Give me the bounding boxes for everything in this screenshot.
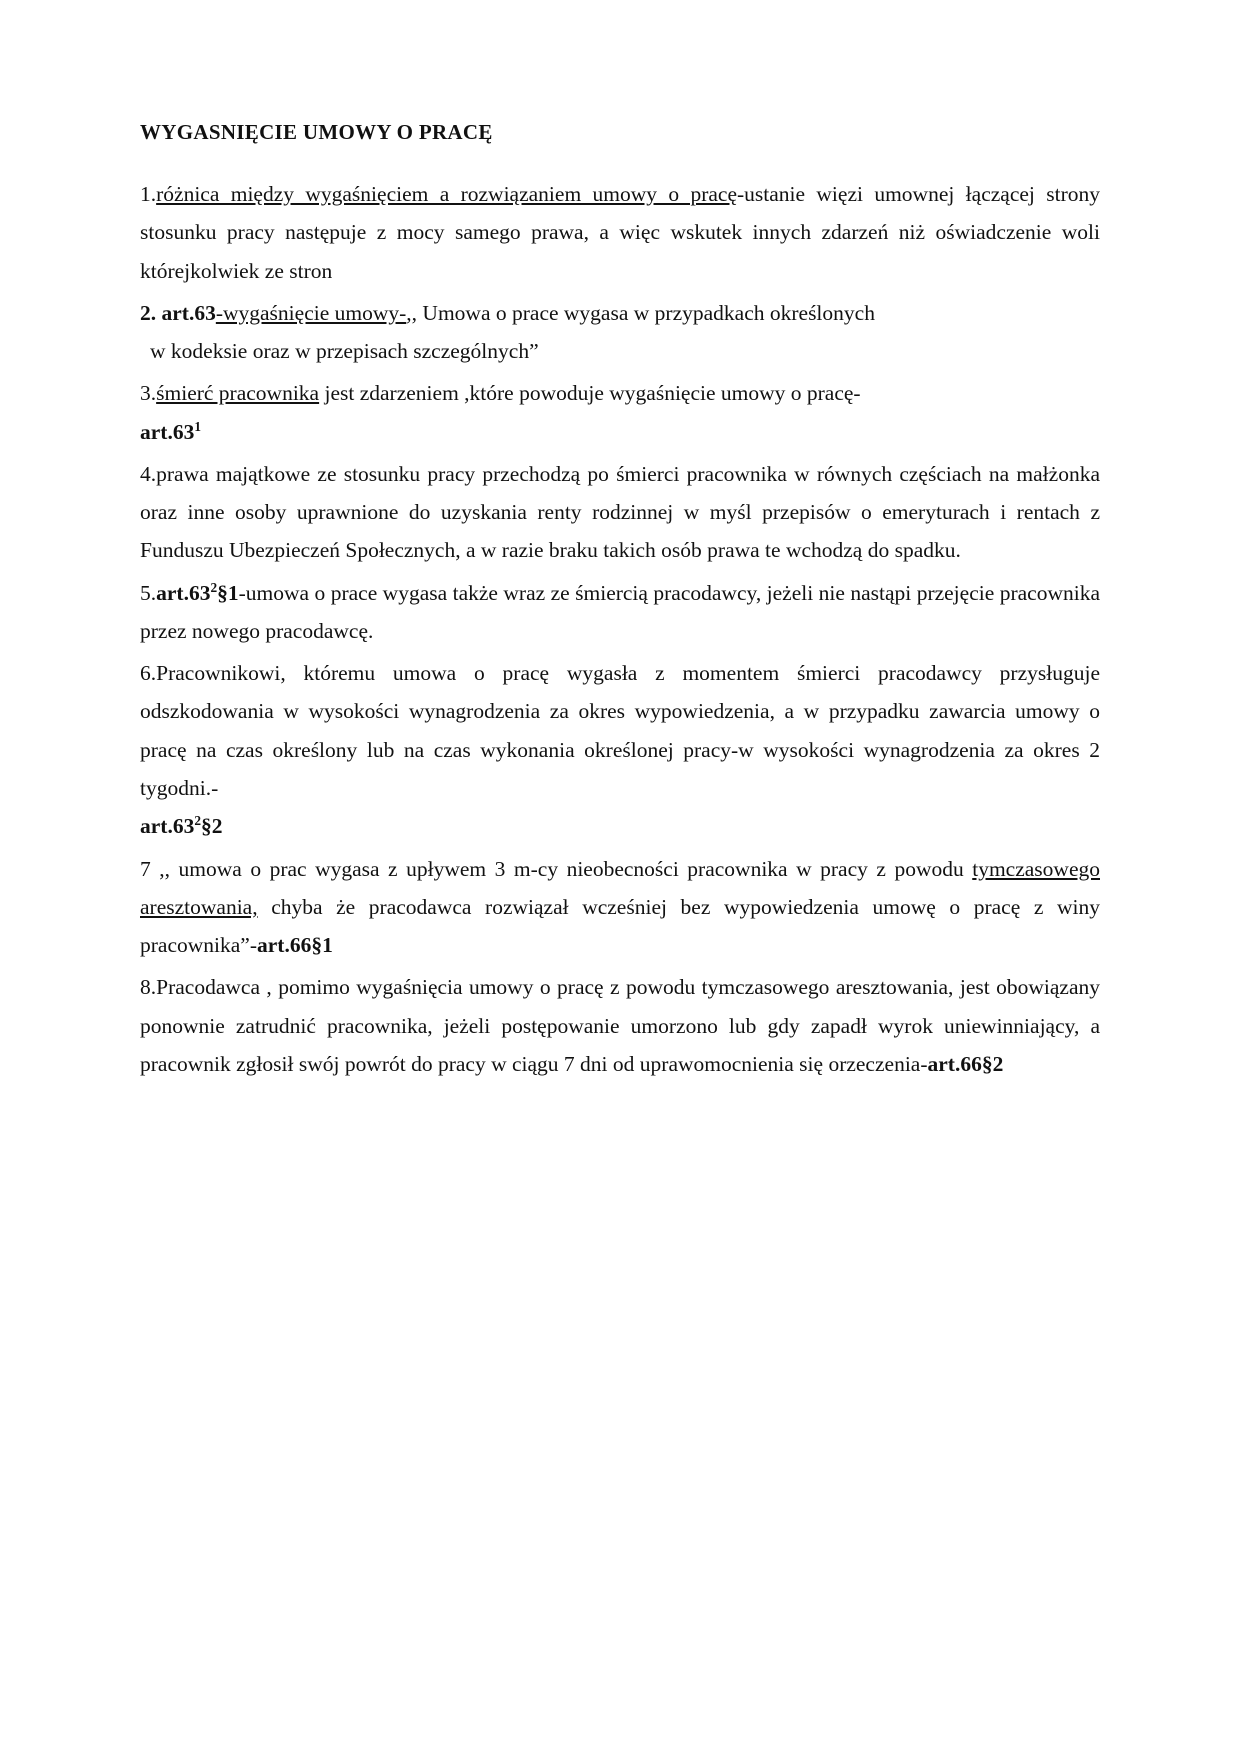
paragraph-1-underlined-lead: różnica między wygaśnięciem a rozwiązaniem umowy o pracę xyxy=(156,182,737,206)
paragraph-5-article-reference xyxy=(156,581,239,605)
paragraph-7-text-a: ,, umowa o prac wygasa z upływem 3 m-cy nieobecności pracownika w pracy z powodu xyxy=(150,856,973,881)
paragraph-4 xyxy=(140,455,1100,570)
paragraph-8-text: Pracodawca , pomimo wygaśnięcia umowy o pracę z powodu tymczasowego aresztowania, jest obowiązany ponownie zatrudnić pracownika, jeżeli postępowanie umorzono lub gdy zapadł wyrok uniewinniający, a pracownik zgłosił swój powrót do pracy w ciągu 7 dni od uprawomocnienia się orzeczenia- xyxy=(140,975,1100,1076)
paragraph-1 xyxy=(140,175,1100,290)
paragraph-3 xyxy=(140,374,1100,451)
paragraph-5-article-superscript: 2 xyxy=(210,579,218,595)
paragraph-3-number: 3. xyxy=(140,381,157,406)
paragraph-5-article-section: §1 xyxy=(217,580,239,605)
paragraph-7-underlined-mid: tymczasowego aresztowania, xyxy=(140,856,1100,919)
paragraph-3-text: jest zdarzeniem ,które powoduje wygaśnięcie umowy o pracę- xyxy=(319,381,861,406)
paragraph-6-article-superscript: 2 xyxy=(194,813,201,829)
paragraph-5-number: 5. xyxy=(140,580,157,605)
paragraph-7-article-reference: art.66§1 xyxy=(257,933,333,958)
paragraph-3-article-superscript: 1 xyxy=(194,418,201,434)
paragraph-6 xyxy=(140,654,1100,845)
paragraph-1-text: -ustanie więzi umownej łączącej strony stosunku pracy następuje z mocy samego prawa, a więc wskutek innych zdarzeń niż oświadczenie woli którejkolwiek ze stron xyxy=(140,182,1100,283)
paragraph-2-second-line: w kodeksie oraz w przepisach szczególnych” xyxy=(150,339,539,364)
paragraph-6-article-label: art.63 xyxy=(140,814,195,839)
paragraph-7-text-b: chyba że pracodawca rozwiązał wcześniej bez wypowiedzenia umowę o pracę z winy pracownika”- xyxy=(140,894,1100,958)
paragraph-5 xyxy=(140,574,1100,651)
paragraph-3-article-reference xyxy=(140,420,201,444)
paragraph-3-article-label: art.63 xyxy=(140,419,195,444)
paragraph-6-text: Pracownikowi, któremu umowa o pracę wygasła z momentem śmierci pracodawcy przysługuje odszkodowania w wysokości wynagrodzenia za okres wypowiedzenia, a w przypadku zawarcia umowy o pracę na czas określony lub na czas wykonania określonej pracy-w wysokości wynagrodzenia za okres 2 tygodni.- xyxy=(140,661,1100,800)
paragraph-7-number: 7 xyxy=(140,856,151,881)
paragraph-6-article-reference xyxy=(140,814,223,838)
paragraph-2-underlined-lead: -wygaśnięcie umowy- xyxy=(215,300,407,325)
paragraph-4-text: prawa majątkowe ze stosunku pracy przechodzą po śmierci pracownika w równych częściach na małżonka oraz inne osoby uprawnione do uzyskania renty rodzinnej w myśl przepisów o emeryturach i rentach z Funduszu Ubezpieczeń Społecznych, a w razie braku takich osób prawa te wchodzą do spadku. xyxy=(140,461,1100,563)
page-title: WYGASNIĘCIE UMOWY O PRACĘ xyxy=(140,120,493,144)
paragraph-4-number: 4. xyxy=(140,461,157,486)
paragraph-3-underlined-lead: śmierć pracownika xyxy=(156,381,320,406)
paragraph-2-text: ,, Umowa o prace wygasa w przypadkach określonych xyxy=(406,300,875,325)
paragraph-7 xyxy=(140,850,1100,965)
paragraph-8-article-reference: art.66§2 xyxy=(927,1051,1004,1076)
paragraph-6-article-section: §2 xyxy=(201,814,223,839)
paragraph-8 xyxy=(140,968,1100,1083)
paragraph-6-number: 6. xyxy=(140,661,157,686)
paragraph-8-number: 8. xyxy=(140,975,157,1000)
paragraph-1-number: 1. xyxy=(140,182,157,206)
paragraph-5-article-label: art.63 xyxy=(156,580,211,605)
paragraph-5-text: -umowa o prace wygasa także wraz ze śmiercią pracodawcy, jeżeli nie nastąpi przejęcie pracownika przez nowego pracodawcę. xyxy=(140,580,1100,643)
paragraph-2 xyxy=(140,294,1100,371)
paragraph-2-number: 2. art.63 xyxy=(140,300,216,325)
